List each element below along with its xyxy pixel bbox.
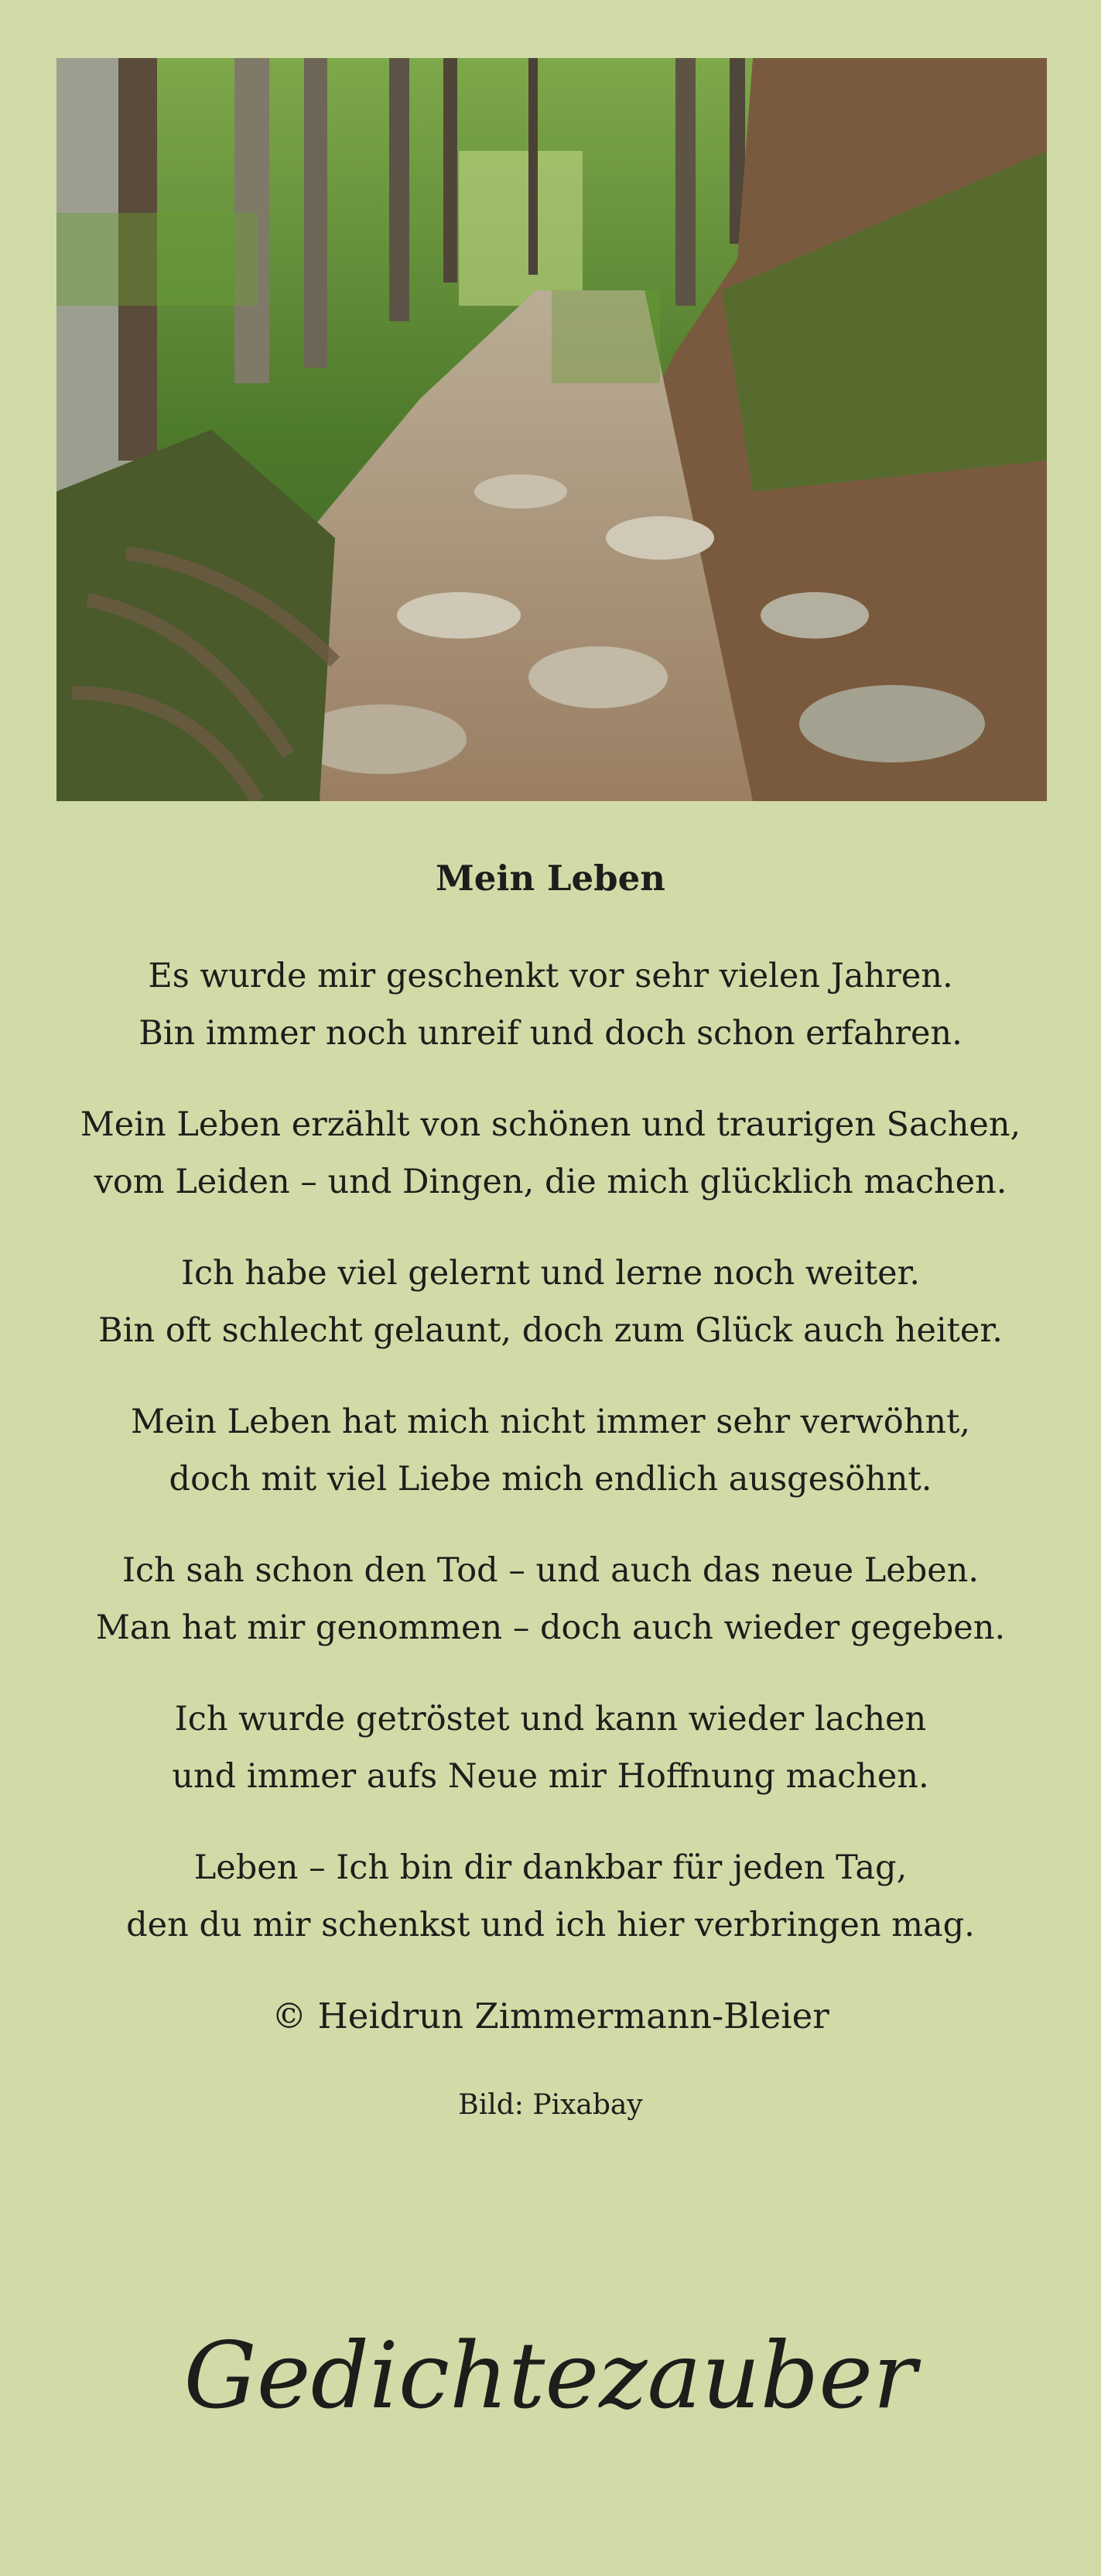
poem-line: Man hat mir genommen – doch auch wieder gegeben. xyxy=(95,1608,1006,1647)
poem-line: doch mit viel Liebe mich endlich ausgesöhnt. xyxy=(169,1460,932,1499)
poem xyxy=(0,844,1101,2129)
stanza xyxy=(0,1839,1101,1954)
stanza xyxy=(0,1393,1101,1508)
signature-text: Gedichtezauber xyxy=(183,2322,917,2429)
copyright-notice: © Heidrun Zimmermann-Bleier xyxy=(272,1995,829,2036)
stanza xyxy=(0,947,1101,1062)
image-credit: Bild: Pixabay xyxy=(458,2089,643,2121)
poem-line: Ich wurde getröstet und kann wieder lachen xyxy=(174,1700,927,1738)
poem-line: Bin oft schlecht gelaunt, doch zum Glück auch heiter. xyxy=(98,1311,1003,1350)
poem-line: Es wurde mir geschenkt vor sehr vielen Jahren. xyxy=(148,957,953,995)
poem-line: und immer aufs Neue mir Hoffnung machen. xyxy=(172,1757,929,1796)
poem-line: vom Leiden – und Dingen, die mich glücklich machen. xyxy=(94,1163,1007,1201)
stanza xyxy=(0,1096,1101,1211)
poem-line: Ich habe viel gelernt und lerne noch weiter. xyxy=(180,1254,921,1293)
poem-line: Mein Leben erzählt von schönen und traurigen Sachen, xyxy=(80,1105,1021,1144)
poem-line: Ich sah schon den Tod – und auch das neue Leben. xyxy=(121,1551,980,1590)
forest-path-photo xyxy=(56,58,1047,801)
signature-logo xyxy=(0,2299,1101,2477)
poem-line: Leben – Ich bin dir dankbar für jeden Tag, xyxy=(193,1848,908,1887)
stanza xyxy=(0,1245,1101,1359)
forest-path-illustration xyxy=(56,58,1047,801)
poem-line: Bin immer noch unreif und doch schon erfahren. xyxy=(138,1014,963,1053)
poem-line: Mein Leben hat mich nicht immer sehr verwöhnt, xyxy=(130,1403,971,1441)
signature-graphic xyxy=(0,2299,1101,2477)
stanza xyxy=(0,1542,1101,1656)
stanza xyxy=(0,1690,1101,1805)
poem-line: den du mir schenkst und ich hier verbringen mag. xyxy=(126,1906,975,1944)
poem-title: Mein Leben xyxy=(435,858,665,899)
